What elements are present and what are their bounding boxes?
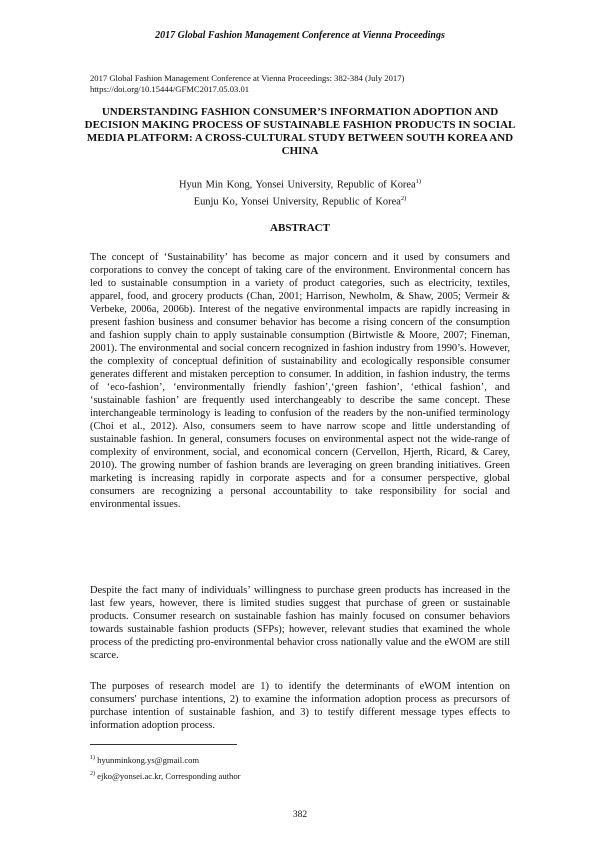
author-name: Eunju Ko, Yonsei University, Republic of Korea xyxy=(193,196,401,208)
footnote-text: ejko@yonsei.ac.kr, Corresponding author xyxy=(95,770,241,781)
footnote-marker: 2) xyxy=(400,194,407,202)
footnotes xyxy=(90,751,510,783)
footnote-marker: 1) xyxy=(90,755,95,761)
author-list xyxy=(90,175,510,209)
author-name: Hyun Min Kong, Yonsei University, Republic of Korea xyxy=(178,179,416,191)
footnote-divider xyxy=(90,744,237,745)
doi-line: https://doi.org/10.15444/GFMC2017.05.03.01 xyxy=(90,83,250,94)
footnote-marker: 2) xyxy=(90,770,95,777)
author-line xyxy=(90,192,510,209)
abstract-paragraph: The purposes of research model are 1) to identify the determinants of eWOM intention on consumers' purchase intentions, 2) to examine the information adoption process as precursors of purchase intention of sustainable fashion, and 3) to testify different message types effects to information adoption process. xyxy=(90,681,510,731)
paper-title: UNDERSTANDING FASHION CONSUMER’S INFORMATION ADOPTION AND DECISION MAKING PROCESS OF SUSTAINABLE FASHION PRODUCTS IN SOCIAL MEDIA PLATFORM: A CROSS-CULTURAL STUDY BETWEEN SOUTH KOREA AND CHINA xyxy=(84,106,516,157)
page-number: 382 xyxy=(292,810,308,820)
abstract-paragraph: The concept of ‘Sustainability’ has become as major concern and it used by consumers and corporations to convey the concept of taking care of the environment. Environmental concern has led to sustainable consumption in a variety of product categories, such as electricity, textiles, apparel, food, and grocery products (Chan, 2001; Harrison, Newholm, & Shaw, 2005; Vermeir & Verbeke, 2006a, 2006b). Interest of the negative environmental impacts are rapidly increasing in present fashion business and consumer behavior has become a rising concern of the consumption and fashion supply chain to apply sustainable consumption (Birtwistle & Moore, 2007; Fineman, 2001). The environmental and social concern recognized in fashion industry from 1990’s. However, the complexity of conceptual definition of sustainability and ecologically responsible consumer generates different and mistaken perception to consumer. In addition, in fashion industry, the terms of ‘eco-fashion’, ‘environmentally friendly fashion’,‘green fashion’, ‘ethical fashion’, and ‘sustainable fashion’ are frequently used interchangeably to describe the same concept. These interchangeable terminology is leading to confusion of the readers by the non-unified terminology (Choi et al., 2012). Also, consumers seem to have narrow scope and little understanding of sustainable fashion. In general, consumers focuses on environmental aspect not the wide-range of complexity of environment, social, and economical concern (Cervellon, Hjerth, Ricard, & Carey, 2010). The growing number of fashion brands are leveraging on green branding initiatives. Green marketing is increasing rapidly in corporate aspects and for a consumer perspective, global consumers are recognizing a personal accountability to take responsibility for social and environmental issues. xyxy=(90,252,510,510)
footnote xyxy=(90,767,510,783)
citation-line: 2017 Global Fashion Management Conference at Vienna Proceedings: 382-384 (July 2017) xyxy=(90,73,405,83)
running-head: 2017 Global Fashion Management Conference at Vienna Proceedings xyxy=(155,30,445,41)
footnote xyxy=(90,751,510,767)
abstract-paragraph: Despite the fact many of individuals’ willingness to purchase green products has increased in the last few years, however, there is limited studies suggest that purchase of green or sustainable products. Consumer research on sustainable fashion has mainly focused on consumer behaviors towards sustainable fashion products (SFPs); however, relevant studies that examined the whole process of the predicting pro-environmental behavior cross nationally value and the eWOM are still scarce. xyxy=(90,585,510,661)
citation-block xyxy=(90,73,510,94)
footnote-marker: 1) xyxy=(415,178,422,185)
author-line xyxy=(90,175,510,192)
abstract-heading: ABSTRACT xyxy=(270,222,330,234)
footnote-text: hyunminkong.ys@gmail.com xyxy=(95,754,200,765)
